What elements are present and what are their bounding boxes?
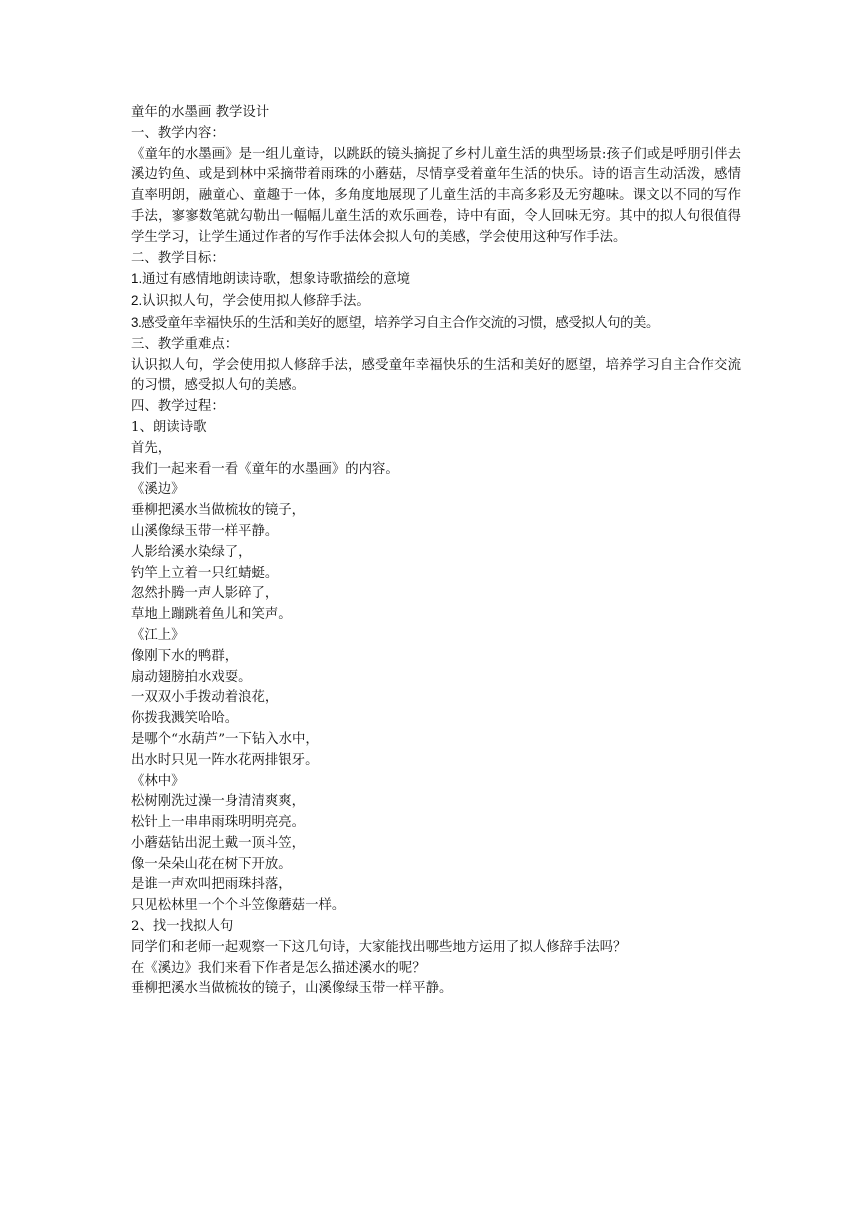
poem-line: 松针上一串串雨珠明明亮亮。 [131,815,306,831]
section1-heading: 一、教学内容： [131,125,225,141]
step1-heading: 1、朗读诗歌 [131,419,207,435]
document-page [131,103,741,1000]
section4-heading: 四、教学过程： [131,399,225,415]
section3-heading: 三、教学重难点： [131,336,239,352]
poem-line: 像一朵朵山花在树下开放。 [131,856,292,872]
poem-line: 钓竿上立着一只红蜻蜓。 [131,565,279,581]
step2-line: 在《溪边》我们来看下作者是怎么描述溪水的呢？ [131,960,426,976]
step1-line: 首先， [131,440,172,456]
step2-line: 同学们和老师一起观察一下这几句诗，大家能找出哪些地方运用了拟人修辞手法吗？ [131,939,627,955]
poem-line: 小蘑菇钻出泥土戴一顶斗笠， [131,835,306,851]
goal-number: 3. [131,314,142,330]
doc-title: 童年的水墨画 教学设计 [131,105,270,120]
poem-line: 草地上蹦跳着鱼儿和笑声。 [131,607,292,623]
poem-title: 《林中》 [131,773,185,789]
poem-line: 你拨我溅笑哈哈。 [131,711,239,727]
section3-body: 认识拟人句，学会使用拟人修辞手法，感受童年幸福快乐的生活和美好的愿望，培养学习自主合作交流的习惯，感受拟人句的美感。 [131,357,741,394]
goal-number: 2. [131,293,143,309]
goal-item [131,269,741,291]
poem-line: 像刚下水的鸭群， [131,648,239,664]
poem-line: 松树刚洗过澡一身清清爽爽， [131,794,306,810]
poem-title: 《溪边》 [131,482,185,498]
goal-text: 认识拟人句，学会使用拟人修辞手法。 [142,294,370,310]
step1-line: 我们一起来看一看《童年的水墨画》的内容。 [131,461,399,477]
goal-text: 感受童年幸福快乐的生活和美好的愿望，培养学习自主合作交流的习惯，感受拟人句的美。 [141,315,659,331]
poem-line: 忽然扑腾一声人影碎了， [131,586,279,602]
poem-line: 扇动翅膀拍水戏耍。 [131,669,252,685]
goal-item [131,313,741,335]
poem-title: 《江上》 [131,627,185,643]
poem-line: 垂柳把溪水当做梳妆的镜子， [131,503,306,519]
goal-text: 通过有感情地朗读诗歌，想象诗歌描绘的意境 [142,272,410,288]
poem-line: 是哪个“水葫芦”一下钻入水中， [131,731,319,747]
step2-heading: 2、找一找拟人句 [131,919,234,935]
step2-line: 垂柳把溪水当做梳妆的镜子，山溪像绿玉带一样平静。 [131,981,453,997]
poem-line: 一双双小手拨动着浪花， [131,690,279,706]
poem-line: 是谁一声欢叫把雨珠抖落， [131,877,292,893]
section1-body: 《童年的水墨画》是一组儿童诗，以跳跃的镜头摘捉了乡村儿童生活的典型场景:孩子们或是呼朋引伴去溪边钓鱼、或是到林中采摘带着雨珠的小蘑菇，尽情享受着童年生活的快乐。诗的语言生动活泼，感情直率明朗，融童心、童趣于一体，多角度地展现了儿童生活的丰高多彩及无穷趣味。课文以不同的写作手法，寥寥数笔就勾勒出一幅幅儿童生活的欢乐画卷，诗中有面，令人回味无穷。其中的拟人句很值得学生学习，让学生通过作者的写作手法体会拟人句的美感，学会使用这种写作手法。 [131,146,741,245]
poem-line: 山溪像绿玉带一样平静。 [131,523,279,539]
poem-line: 只见松林里一个个斗笠像蘑菇一样。 [131,898,346,914]
goal-number: 1. [131,271,143,287]
poem-line: 人影给溪水染绿了， [131,544,252,560]
section2-heading: 二、教学目标： [131,250,225,266]
goal-item [131,291,741,313]
poem-line: 出水时只见一阵水花两排银牙。 [131,752,319,768]
